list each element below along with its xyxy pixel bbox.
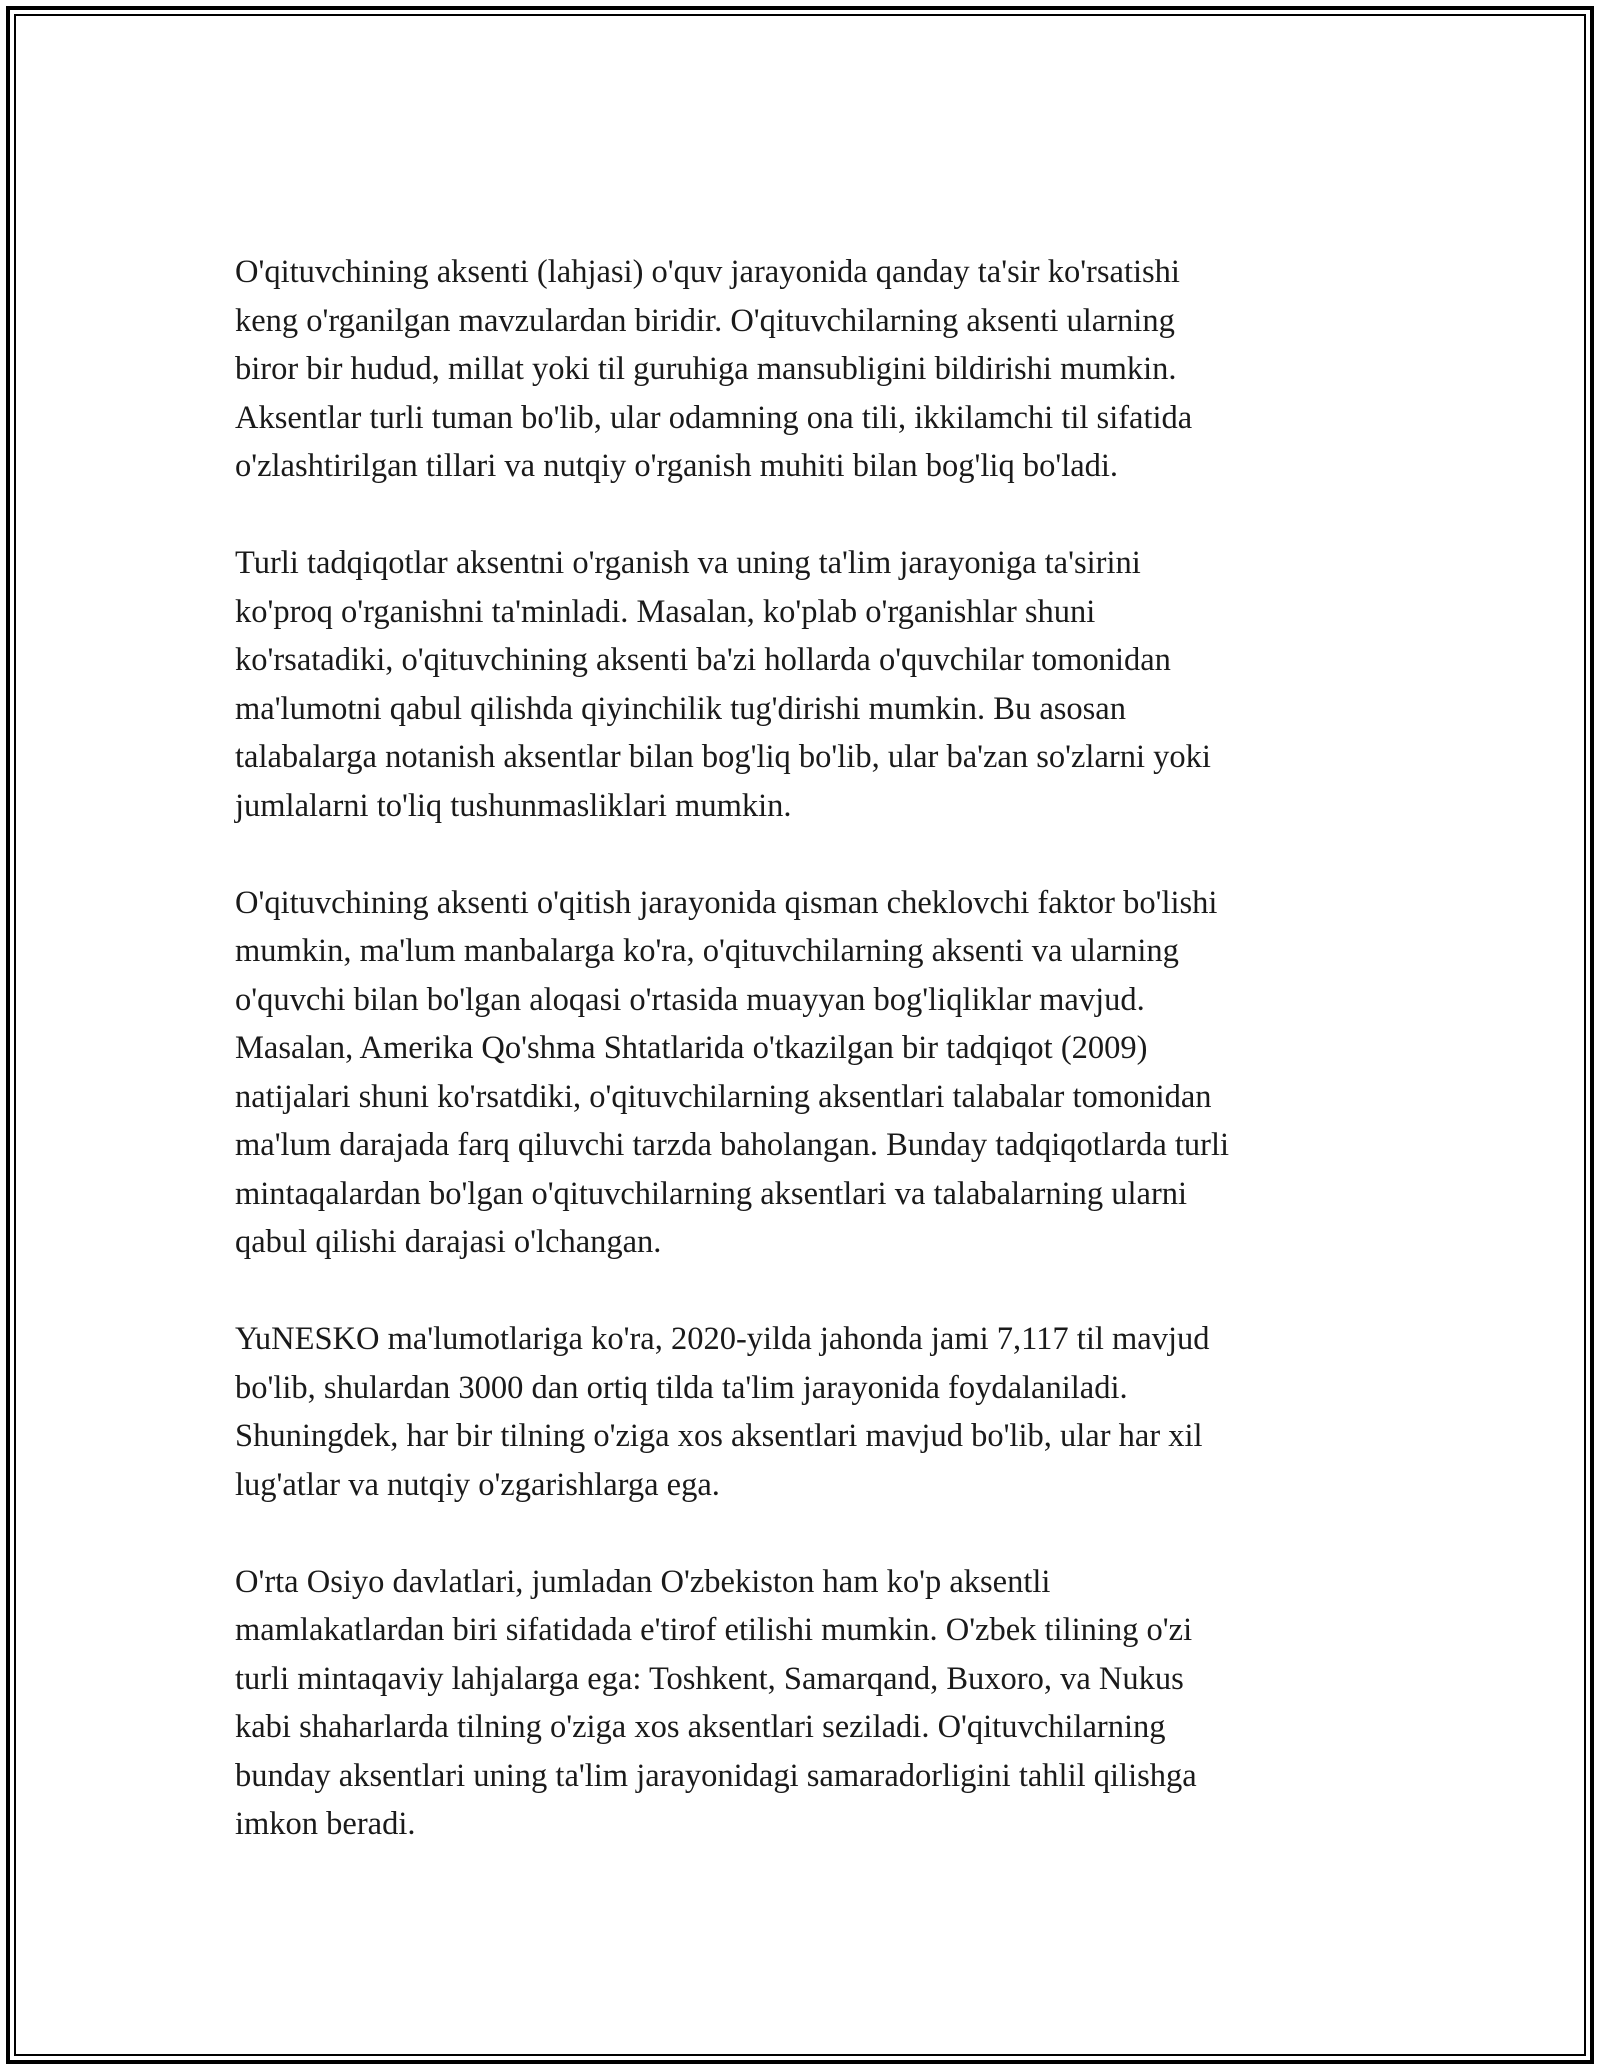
paragraph-research-on-accent: Turli tadqiqotlar aksentni o'rganish va uning ta'lim jarayoniga ta'sirini ko'proq o'rganishni ta'minladi. Masalan, ko'plab o'rganishlar shuni ko'rsatadiki, o'qituvchining aksenti ba'zi hollarda o'quvchilar tomonidan ma'lumotni qabul qilishda qiyinchilik tug'dirishi mumkin. Bu asosan talabalarga notanish aksentlar bilan bog'liq bo'lib, ular ba'zan so'zlarni yoki jumlalarni to'liq tushunmasliklari mumkin. <box>235 545 1211 824</box>
document-body <box>235 248 1375 1897</box>
paragraph-limiting-factor: O'qituvchining aksenti o'qitish jarayonida qisman cheklovchi faktor bo'lishi mumkin, ma'lum manbalarga ko'ra, o'qituvchilarning aksenti va ularning o'quvchi bilan bo'lgan aloqasi o'rtasida muayyan bog'liqliklar mavjud. Masalan, Amerika Qo'shma Shtatlarida o'tkazilgan bir tadqiqot (2009) natijalari shuni ko'rsatdiki, o'qituvchilarning aksentlari talabalar tomonidan ma'lum darajada farq qiluvchi tarzda baholangan. Bunday tadqiqotlarda turli mintaqalardan bo'lgan o'qituvchilarning aksentlari va talabalarning ularni qabul qilishi darajasi o'lchangan. <box>235 884 1230 1260</box>
paragraph-central-asia: O'rta Osiyo davlatlari, jumladan O'zbekiston ham ko'p aksentli mamlakatlardan biri sifatidada e'tirof etilishi mumkin. O'zbek tilining o'zi turli mintaqaviy lahjalarga ega: Toshkent, Samarqand, Buxoro, va Nukus kabi shaharlarda tilning o'ziga xos aksentlari seziladi. O'qituvchilarning bunday aksentlari uning ta'lim jarayonidagi samaradorligini tahlil qilishga imkon beradi. <box>235 1563 1197 1842</box>
paragraph-teacher-accent-intro: O'qituvchining aksenti (lahjasi) o'quv jarayonida qanday ta'sir ko'rsatishi keng o'rganilgan mavzulardan biridir. O'qituvchilarning aksenti ularning biror bir hudud, millat yoki til guruhiga mansubligini bildirishi mumkin. Aksentlar turli tuman bo'lib, ular odamning ona tili, ikkilamchi til sifatida o'zlashtirilgan tillari va nutqiy o'rganish muhiti bilan bog'liq bo'ladi. <box>235 254 1193 484</box>
paragraph-unesco-statistics: YuNESKO ma'lumotlariga ko'ra, 2020-yilda jahonda jami 7,117 til mavjud bo'lib, shulardan 3000 dan ortiq tilda ta'lim jarayonida foydalaniladi. Shuningdek, har bir tilning o'ziga xos aksentlari mavjud bo'lib, ular har xil lug'atlar va nutqiy o'zgarishlarga ega. <box>235 1321 1210 1503</box>
